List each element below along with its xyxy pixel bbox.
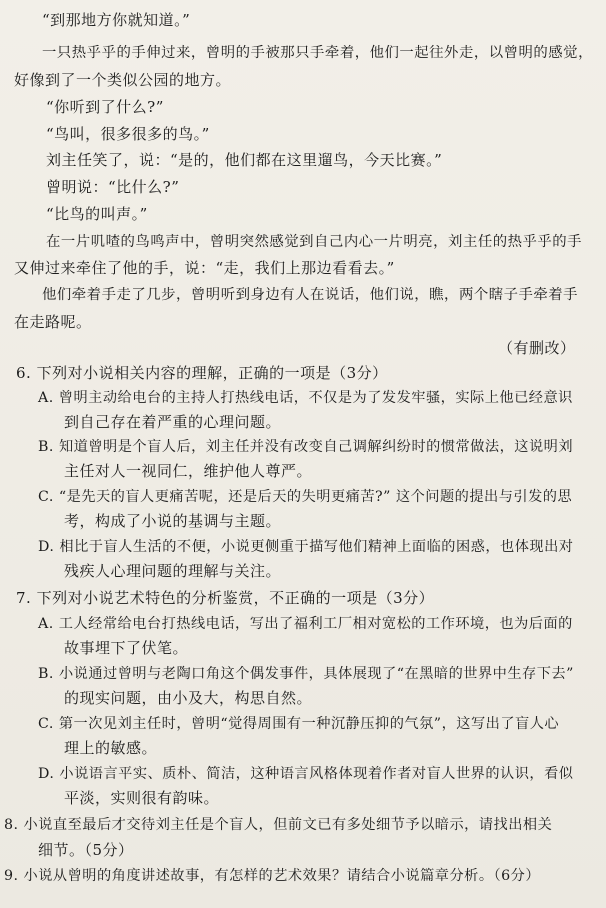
q6-option-b-line2: 主任对人一视同仁，维护他人尊严。 [64,462,313,480]
question-7-stem: 7. 下列对小说艺术特色的分析鉴赏，不正确的一项是（3分） [16,589,435,607]
story-paragraph-6: 曾明说：“比什么?” [46,178,180,196]
story-paragraph-8b: 又伸过来牵住了他的手，说：“走，我们上那边看看去。” [14,259,395,277]
story-paragraph-1: “到那地方你就知道。” [42,11,191,29]
story-paragraph-2b: 好像到了一个类似公园的地方。 [14,71,232,89]
q6-option-a-line2: 到自己存在着严重的心理问题。 [64,413,282,431]
q7-option-b-line1: B. 小说通过曾明与老陶口角这个偶发事件，具体展现了“在黑暗的世界中生存下去” [38,666,574,682]
story-paragraph-2a: 一只热乎乎的手伸过来，曾明的手被那只手牵着，他们一起往外走，以曾明的感觉， [42,45,593,61]
q6-option-a-line1: A. 曾明主动给电台的主持人打热线电话，不仅是为了发发牢骚，实际上他已经意识 [38,390,573,406]
q7-option-a-line1: A. 工人经常给电台打热线电话，写出了福利工厂相对宽松的工作环境，也为后面的 [38,616,573,632]
q7-option-a-line2: 故事埋下了伏笔。 [64,639,189,657]
story-paragraph-5: 刘主任笑了，说：“是的，他们都在这里遛鸟，今天比赛。” [46,151,443,169]
question-8-line1: 8. 小说直至最后才交待刘主任是个盲人，但前文已有多处细节予以暗示，请找出相关 [4,817,553,833]
story-paragraph-7: “比鸟的叫声。” [46,205,148,223]
q7-option-c-line2: 理上的敏感。 [64,739,158,757]
q6-option-b-line1: B. 知道曾明是个盲人后，刘主任并没有改变自己调解纠纷时的惯常做法，这说明刘 [38,439,574,455]
q7-option-d-line1: D. 小说语言平实、质朴、简洁，这种语言风格体现着作者对盲人世界的认识，看似 [38,766,574,782]
q6-option-d-line2: 残疾人心理问题的理解与关注。 [64,562,282,580]
question-8-line2: 细节。（5分） [38,841,134,859]
q6-option-c-line1: C. “是先天的盲人更痛苦呢，还是后天的失明更痛苦?” 这个问题的提出与引发的思 [38,489,573,505]
story-paragraph-3: “你听到了什么?” [46,98,164,116]
q7-option-c-line1: C. 第一次见刘主任时，曾明“觉得周围有一种沉静压抑的气氛”，这写出了盲人心 [38,716,560,732]
q7-option-b-line2: 的现实问题，由小及大，构思自然。 [64,689,313,707]
q6-option-c-line2: 考，构成了小说的基调与主题。 [64,512,282,530]
question-6-stem: 6. 下列对小说相关内容的理解，正确的一项是（3分） [16,364,388,382]
source-note: （有删改） [498,339,576,357]
story-paragraph-4: “鸟叫，很多很多的鸟。” [46,125,210,143]
question-9-line1: 9. 小说从曾明的角度讲述故事，有怎样的艺术效果？请结合小说篇章分析。（6分） [4,868,541,884]
q7-option-d-line2: 平淡，实则很有韵味。 [64,789,220,807]
story-paragraph-9a: 他们牵着手走了几步，曾明听到身边有人在说话，他们说，瞧，两个瞎子手牵着手 [42,287,579,303]
story-paragraph-8a: 在一片叽喳的鸟鸣声中，曾明突然感觉到自己内心一片明亮，刘主任的热乎乎的手 [46,234,583,250]
q6-option-d-line1: D. 相比于盲人生活的不便，小说更侧重于描写他们精神上面临的困惑，也体现出对 [38,539,574,555]
story-paragraph-9b: 在走路呢。 [14,313,92,331]
